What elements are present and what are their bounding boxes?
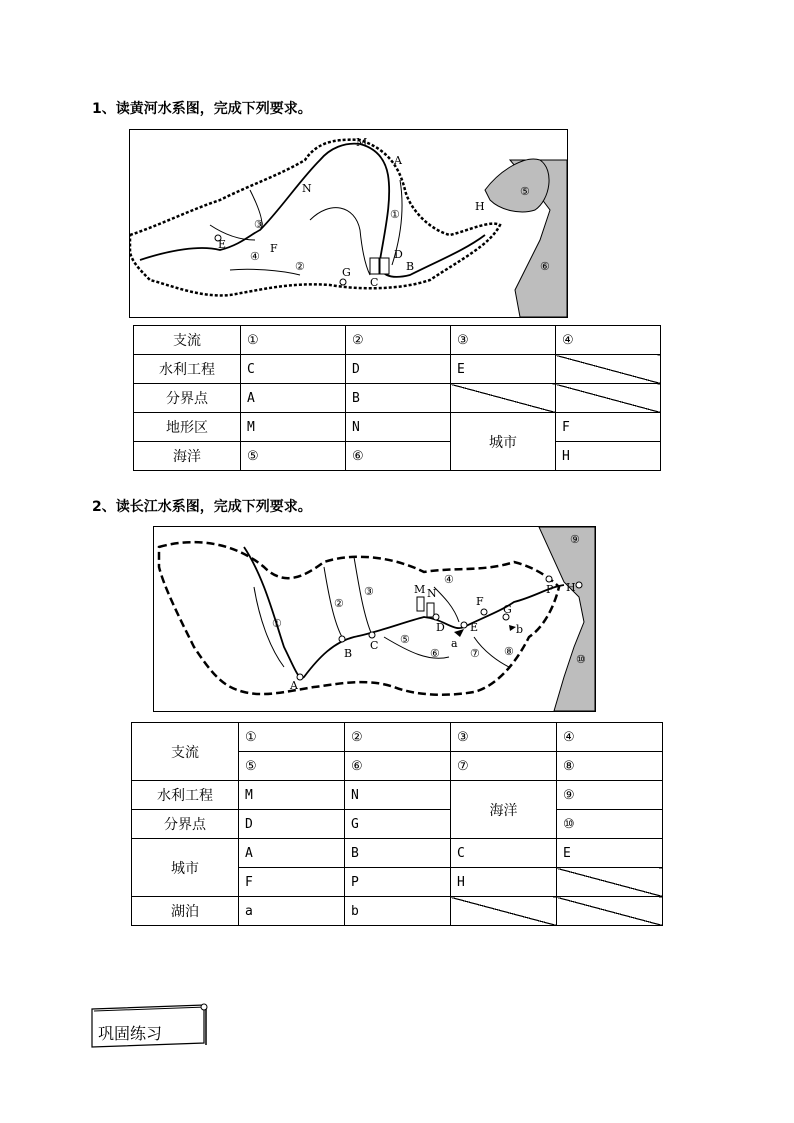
q1-empty-cell: [556, 384, 661, 413]
q2-cell: G: [345, 810, 451, 839]
map2-label-N: N: [427, 587, 437, 600]
q2-tributary-header: 支流: [132, 723, 239, 781]
map2-label-tributary-8: ⑧: [504, 645, 514, 658]
practice-scroll-banner: [88, 1003, 208, 1049]
practice-label: 巩固练习: [98, 1024, 163, 1043]
map2-label-H: H: [566, 581, 576, 594]
q1-city-header: 城市: [451, 413, 556, 471]
map2-label-tributary-2: ②: [334, 597, 344, 610]
q1-cell: H: [556, 442, 661, 471]
map1-label-N: N: [302, 182, 312, 195]
q1-cell: ①: [241, 326, 346, 355]
q2-cell: B: [345, 839, 451, 868]
q2-cell: A: [239, 839, 345, 868]
map1-label-tributary-3: ③: [254, 218, 264, 231]
q1-cell: E: [451, 355, 556, 384]
map1-label-B: B: [406, 260, 415, 273]
map1-label-H: H: [475, 200, 485, 213]
q2-cell: ⑨: [557, 781, 663, 810]
q2-cell: M: [239, 781, 345, 810]
map2-label-tributary-6: ⑥: [430, 647, 440, 660]
q2-boundary-header: 分界点: [132, 810, 239, 839]
q2-cell: N: [345, 781, 451, 810]
q2-cell: ⑦: [451, 752, 557, 781]
q1-row-tributary-header: 支流: [134, 326, 241, 355]
map1-label-G: G: [342, 266, 351, 279]
map2-label-E: E: [470, 621, 479, 634]
map2-label-tributary-7: ⑦: [470, 647, 480, 660]
map1-label-tributary-2: ②: [295, 260, 305, 273]
map2-label-a: a: [451, 637, 458, 650]
q1-cell: M: [241, 413, 346, 442]
q2-cell: F: [239, 868, 345, 897]
map1-label-C: C: [370, 276, 379, 289]
map2-label-F: F: [476, 595, 484, 608]
question-2-title: 2、读长江水系图，完成下列要求。: [92, 499, 312, 515]
q2-empty-cell: [557, 897, 663, 926]
q1-cell: N: [346, 413, 451, 442]
map1-label-sea-6: ⑥: [540, 260, 550, 273]
q2-cell: H: [451, 868, 557, 897]
q2-cell: ①: [239, 723, 345, 752]
map1-label-D: D: [394, 248, 403, 261]
map1-label-A: A: [394, 154, 402, 167]
map2-label-G: G: [503, 603, 512, 616]
map2-label-b: b: [516, 623, 524, 636]
q1-cell: ⑥: [346, 442, 451, 471]
q1-row-ocean-header: 海洋: [134, 442, 241, 471]
map2-label-P: P: [546, 583, 554, 596]
map2-label-D: D: [436, 621, 445, 634]
q2-cell: a: [239, 897, 345, 926]
q2-cell: ⑥: [345, 752, 451, 781]
q1-row-water-project-header: 水利工程: [134, 355, 241, 384]
q2-cell: E: [557, 839, 663, 868]
map2-label-A: A: [290, 679, 298, 692]
map1-label-M: M: [356, 136, 368, 149]
q2-cell: C: [451, 839, 557, 868]
map2-label-tributary-3: ③: [364, 585, 374, 598]
map2-label-B: B: [344, 647, 353, 660]
q2-empty-cell: [451, 897, 557, 926]
q2-cell: ②: [345, 723, 451, 752]
q2-cell: ④: [557, 723, 663, 752]
q1-cell: ⑤: [241, 442, 346, 471]
map2-label-tributary-1: ①: [272, 617, 282, 630]
q2-cell: ③: [451, 723, 557, 752]
q1-cell: C: [241, 355, 346, 384]
q1-cell: ②: [346, 326, 451, 355]
map1-label-F: F: [270, 242, 278, 255]
map2-label-M: M: [414, 583, 426, 596]
q2-lake-header: 湖泊: [132, 897, 239, 926]
q1-cell: ③: [451, 326, 556, 355]
yellow-river-table: [133, 325, 661, 471]
map2-label-tributary-4: ④: [444, 573, 454, 586]
q1-cell: F: [556, 413, 661, 442]
question-1-title: 1、读黄河水系图，完成下列要求。: [92, 101, 312, 117]
map2-label-tributary-5: ⑤: [400, 633, 410, 646]
q1-cell: B: [346, 384, 451, 413]
yangtze-river-table: [131, 722, 663, 926]
map1-label-sea-5: ⑤: [520, 185, 530, 198]
q2-city-header: 城市: [132, 839, 239, 897]
map1-label-tributary-4: ④: [250, 250, 260, 263]
q1-row-landform-header: 地形区: [134, 413, 241, 442]
q2-cell: D: [239, 810, 345, 839]
q1-cell: D: [346, 355, 451, 384]
q2-ocean-header: 海洋: [451, 781, 557, 839]
q2-cell: ⑤: [239, 752, 345, 781]
q2-cell: ⑧: [557, 752, 663, 781]
map1-label-tributary-1: ①: [390, 208, 400, 221]
q2-cell: b: [345, 897, 451, 926]
map1-label-E: E: [218, 238, 227, 251]
map2-label-sea-9: ⑨: [570, 533, 580, 546]
q1-cell: ④: [556, 326, 661, 355]
q1-empty-cell: [556, 355, 661, 384]
map2-label-sea-10: ⑩: [576, 653, 586, 666]
map2-label-C: C: [370, 639, 379, 652]
q1-cell: A: [241, 384, 346, 413]
q1-empty-cell: [451, 384, 556, 413]
q2-cell: ⑩: [557, 810, 663, 839]
q1-row-boundary-header: 分界点: [134, 384, 241, 413]
q2-cell: P: [345, 868, 451, 897]
yellow-river-map: [129, 129, 568, 318]
q2-water-project-header: 水利工程: [132, 781, 239, 810]
yangtze-river-map: [153, 526, 596, 712]
q2-empty-cell: [557, 868, 663, 897]
